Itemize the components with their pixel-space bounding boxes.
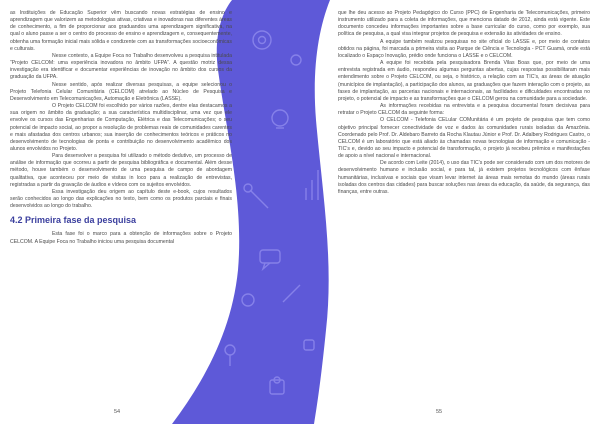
paragraph: As informações recebidas na entrevista e a pesquisa documental foram decisivas para retratar o Projeto CELCOM da seguinte forma: <box>338 103 590 117</box>
left-page-number: 54 <box>114 409 121 415</box>
paragraph: as Instituições de Educação Superior vêm buscando novas estratégias de ensino e aprendizagem que valorizem as metodologias ativas, criativas e inovadoras nas diferentes áreas de conhecimento, a fim de proporcionar aos graduandos uma aprendizagem significativa, na qual o aluno passe a ser o centro do processo de ensino e aprendizagem e, consequentemente, obtenha uma formação inicial mais sólida e condizente com as transformações socioeconômicas e culturais. <box>10 10 232 52</box>
paragraph: Nesse contexto, a Equipe Foca no Trabalho desenvolveu a pesquisa intitulada “Projeto CELCOM: uma experiência inovadora no âmbito UFPA”. A questão motriz dessa investigação era identificar e documentar experiências de inovação no âmbito dos cursos da graduação da UFPA. <box>10 52 232 81</box>
right-page-body <box>338 10 590 196</box>
left-page-after-heading <box>10 231 232 245</box>
paragraph: Essa investigação deu origem ao capítulo deste e-book, cujos resultados serão conhecidos ao longo das explicações no texto, bem como os produtos parciais e finais desenvolvidos ao longo do trabalho. <box>10 188 232 210</box>
paragraph: O Projeto CELCOM foi escolhido por vários razões, dentre elas destacamos a sua origem no âmbito da graduação; a sua característica multidisciplinar, uma vez que ele envolve os cursos das Engenharias de Computação, Elétrica e das Telecomunicações; o seu potencial de impacto social, ao propor a resolução de problemas reais de comunidades carentes e mais afastadas dos centros urbanos; sua inserção de conhecimentos teóricos e práticos no desenvolvimento de tecnologias de ponta e contribuição no desenvolvimento acadêmico dos alunos envolvidos no Projeto. <box>10 103 232 152</box>
paragraph: De acordo com Leite (2014), o uso das TIC’s pode ser considerado com um dos motores de desenvolvimento humano e inclusão social, e para tal, já existem projetos tecnológicos com ênfase humanitárias, inclusivas e sociais que visam levar internet às áreas mais remotas do mundo (áreas rurais isoladas dos centros das cidades) para buscar soluções nas áreas da educação, da saúde, da segurança, das finanças, entre outras. <box>338 160 590 195</box>
right-page-number: 55 <box>436 409 443 415</box>
paragraph: Esta fase foi o marco para a obtenção de informações sobre o Projeto CELCOM. A Equipe Foca no Trabalho iniciou uma pesquisa documental <box>10 231 232 245</box>
paragraph: Nesse sentido, após realizar diversas pesquisas, a equipe selecionou o Projeto Telefonia Celular Comunitária (CELCOM) atrelado ao Núcleo de Pesquisa e Desenvolvimento em Telecomunicações, Automação e Eletrônica (LASSE). <box>10 81 232 102</box>
left-page-body <box>10 10 232 246</box>
paragraph: A equipe também realizou pesquisas no site oficial do LASSE e, por meio de contatos obtidos na página, foi marcada a primeira visita ao Parque de Ciência e Tecnologia - PCT Guamá, onde está localizado o Espaço Inovação, prédio onde funciona o LASSE e o CELCOM. <box>338 38 590 59</box>
paragraph: Para desenvolver a pesquisa foi utilizado o método dedutivo, um processo de análise de informação que ocorreu a partir de pesquisa bibliográfica e documental. Além desse método, houve também o desenvolvimento de uma pesquisa de campo de abordagem qualitativa, que aconteceu por meio de visitas in loco para a realização de entrevistas, registradas a partir da gravação de áudios e vídeos com os sujeitos envolvidos. <box>10 153 232 188</box>
paragraph: A equipe foi recebida pela pesquisadora Brenda Vilas Boas que, por meio de uma entrevista registrada em áudio, respondeu algumas perguntas abertas, cujas respostas possibilitaram mais entendimento sobre o Projeto CELCOM, ou seja, o histórico, a relação com as TIC’s, as áreas de atuação (municípios de implantação), a participação dos alunos, as graduações que fazem interação com o projeto, as fases de implantação, as parcerias nacionais e internacionais, as facilidades e dificuldades encontradas no projeto, o potencial de impacto e as transformações que o CELCOM gerou na comunidade para a sociedade. <box>338 60 590 102</box>
right-page-paragraphs <box>338 10 590 196</box>
paragraph: O CELCOM - Telefonia CELular COMunitária é um projeto de pesquisa que tem como objetivo principal fornecer conectividade de voz e dados às comunidades rurais isoladas da Amazônia. Coordenado pelo Prof. Dr. Aldebaro Barreto da Rocha Klautau Júnior e Prof. Dr. Adalbery Rodrigues Castro, o CELCOM é um laboratório que está aliado às chamadas novas tecnologias de informação e comunicação - TIC’s e, devido ao seu impacto e potencial de transformação, o projeto já recebeu prêmios e manifestações de apoio a nível nacional e internacional. <box>338 117 590 160</box>
section-heading: 4.2 Primeira fase da pesquisa <box>10 215 137 226</box>
paragraph: que lhe deu acesso ao Projeto Pedagógico do Curso (PPC) de Engenharia de Telecomunicações, primeiro instrumento utilizado para a coleta de informações, que menciona datado de 2012, ainda está vigente. Este documento concedeu informações importantes sobre a base curricular do curso, como por exemplo, sua política de pesquisa, a qual visa integrar projetos de pesquisa e extensão às atividades de ensino. <box>338 10 590 38</box>
left-page-paragraphs <box>10 10 232 210</box>
